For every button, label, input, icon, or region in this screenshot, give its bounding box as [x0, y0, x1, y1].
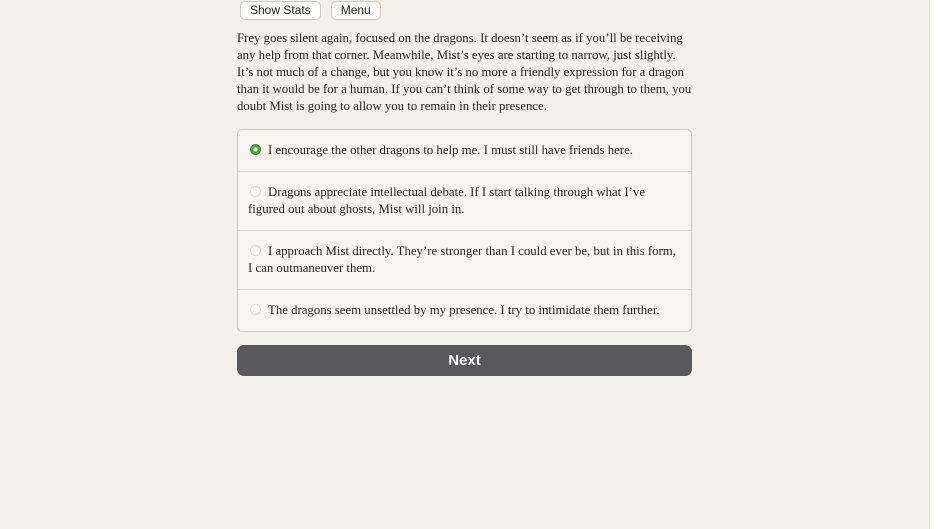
- choice-option[interactable]: [238, 230, 691, 289]
- choice-option[interactable]: [238, 171, 691, 230]
- choice-option[interactable]: [238, 130, 691, 171]
- content-column: [237, 0, 692, 376]
- menu-button[interactable]: Menu: [331, 1, 381, 20]
- choice-label: I approach Mist directly. They’re stronger than I could ever be, but in this form, I can outmaneuver them.: [248, 244, 676, 275]
- radio-button-icon[interactable]: [250, 304, 261, 315]
- choice-option[interactable]: [238, 289, 691, 331]
- show-stats-button[interactable]: Show Stats: [240, 1, 321, 20]
- radio-button-icon[interactable]: [250, 186, 261, 197]
- choice-list: [237, 129, 692, 332]
- story-paragraph: Frey goes silent again, focused on the dragons. It doesn’t seem as if you’ll be receiving any help from that corner. Meanwhile, Mist’s eyes are starting to narrow, just slightly. It’s not much of a change, but you know it’s no more a friendly expression for a dragon than it would be for a human. If you can’t think of some way to get through to them, you doubt Mist is going to allow you to remain in their presence.: [237, 31, 692, 113]
- choice-label: I encourage the other dragons to help me. I must still have friends here.: [268, 143, 633, 157]
- radio-button-icon[interactable]: [250, 245, 261, 256]
- choice-label: The dragons seem unsettled by my presence. I try to intimidate them further.: [268, 303, 660, 317]
- choice-label: Dragons appreciate intellectual debate. If I start talking through what I’ve figured out about ghosts, Mist will join in.: [248, 185, 646, 216]
- toolbar: [240, 1, 692, 20]
- next-button[interactable]: Next: [237, 345, 692, 376]
- scrollbar-track[interactable]: [929, 0, 940, 529]
- radio-button-icon[interactable]: [250, 144, 261, 155]
